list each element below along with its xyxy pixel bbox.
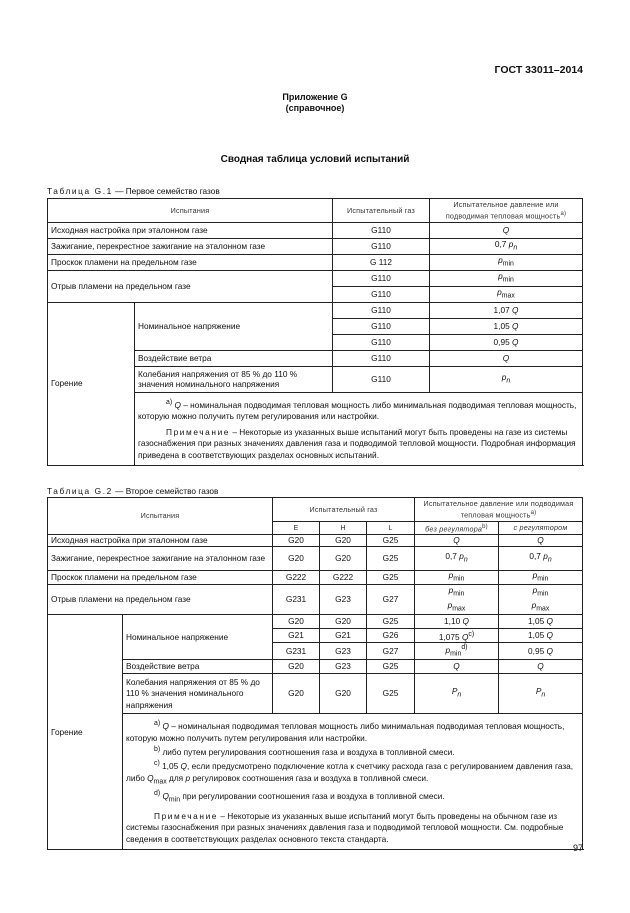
value-sub: max — [536, 605, 550, 613]
footnote-ref-a: а) — [530, 509, 537, 516]
table-row — [48, 585, 583, 615]
value-sub: min — [502, 276, 514, 284]
value-coef: 1,10 — [444, 616, 463, 627]
footnote-ref-b: b) — [482, 523, 488, 530]
value-coef: 0,7 — [445, 550, 460, 561]
value-cell — [430, 351, 583, 367]
value-var: Q — [462, 616, 469, 627]
value-var: p — [532, 570, 538, 580]
value-cell — [415, 535, 499, 547]
table-row — [48, 223, 583, 239]
gas-l-cell: G26 — [367, 629, 415, 643]
value-var: p — [447, 599, 453, 610]
gas-e-cell: G20 — [273, 547, 320, 571]
value-cell — [415, 660, 499, 674]
table2-header-gas-l: L — [367, 522, 415, 535]
gas-l-cell: G25 — [367, 571, 415, 585]
value-cell — [499, 615, 583, 629]
value-cell — [499, 643, 583, 660]
value-sub: n — [506, 377, 511, 385]
value-var: p — [448, 570, 454, 580]
value-coef: 0,7 — [494, 238, 509, 249]
footnote-text: для — [166, 772, 186, 783]
value-cell — [415, 643, 499, 660]
value-sub: n — [457, 691, 462, 699]
value-var: P — [535, 686, 542, 697]
table2-header-row — [48, 498, 583, 522]
value-cell — [415, 585, 499, 615]
footnote-text: при регулировании соотношения газа и воздуха в топливной смеси. — [180, 790, 445, 801]
table-row — [48, 547, 583, 571]
value-var: Q — [502, 352, 510, 363]
value-var: Q — [512, 304, 519, 315]
gas-l-cell: G25 — [367, 547, 415, 571]
table-row — [48, 255, 583, 271]
row-label: Исходная настройка при эталонном газе — [48, 223, 333, 239]
value-var: p — [543, 550, 548, 561]
value-sub: n — [541, 691, 546, 699]
table2 — [47, 497, 583, 850]
gas-cell: G110 — [333, 367, 430, 393]
note-text: – Некоторые из указанных выше испытаний могут быть проведены на обычном газе из системы газоснабжения при разных значениях давления газа и подводимой тепловой мощности. См. подробные сведения в соответствующих разделах основного текста стандарта. — [126, 810, 564, 844]
footnote-marker: а) — [154, 720, 161, 728]
row-label: Зажигание, перекрестное зажигание на эталонном газе — [48, 547, 273, 571]
footnote-c — [126, 758, 579, 787]
value-var: p — [508, 238, 514, 249]
gas-cell: G 112 — [333, 255, 430, 271]
table1 — [47, 198, 583, 466]
gas-h-cell: G20 — [320, 547, 367, 571]
value-coef: 1,05 — [528, 616, 547, 627]
note-label: Примечание — [154, 810, 219, 821]
footnote-var: Q — [160, 790, 169, 801]
value-cell — [415, 674, 499, 714]
sub-label: Номинальное напряжение — [123, 615, 273, 660]
table-row — [48, 674, 583, 714]
gas-e-cell: G21 — [273, 629, 320, 643]
footnote-text: , если предусмотрено подключение котла к счетчику расхода газа с регулированием давления газа, либо — [126, 761, 574, 783]
gas-cell: G110 — [333, 303, 430, 319]
value-var: Q — [546, 630, 553, 641]
gas-h-cell: G23 — [320, 585, 367, 615]
table1-notes — [135, 393, 583, 466]
annex-subtitle: (справочное) — [285, 103, 345, 113]
value-cell — [499, 674, 583, 714]
table1-caption-text: — Первое семейство газов — [112, 186, 220, 196]
table2-header-tests: Испытания — [48, 498, 273, 535]
table2-caption — [47, 486, 218, 496]
value-coef: 1,07 — [493, 304, 513, 315]
value-var: Q — [546, 645, 553, 656]
gas-e-cell: G231 — [273, 643, 320, 660]
value-cell — [415, 629, 499, 643]
value-sub: min — [453, 590, 465, 598]
gas-h-cell: G20 — [320, 535, 367, 547]
row-label: Исходная настройка при эталонном газе — [48, 535, 273, 547]
gas-cell: G110 — [333, 223, 430, 239]
gas-cell: G110 — [333, 351, 430, 367]
footnote-text: 1,05 — [159, 761, 181, 772]
footnote-a — [126, 718, 579, 744]
page-number: 97 — [572, 843, 583, 853]
footnote-text: – номинальная подводимая тепловая мощность либо минимальная подводимая тепловая мощность, которую можно получить путем регулирования или настройки. — [138, 399, 577, 422]
table-row — [48, 535, 583, 547]
table1-header-gas: Испытательный газ — [333, 199, 430, 223]
value-cell — [499, 660, 583, 674]
value-var: Q — [461, 631, 469, 642]
value-coef: 0,95 — [493, 336, 513, 347]
table-row — [48, 239, 583, 255]
value-var: Q — [502, 224, 510, 235]
table2-header-pressure — [415, 498, 583, 522]
gas-cell: G110 — [333, 335, 430, 351]
value-cell — [499, 585, 583, 615]
table1-note — [138, 427, 579, 462]
footnote-a — [138, 397, 579, 423]
gas-l-cell: G27 — [367, 585, 415, 615]
gas-l-cell: G25 — [367, 535, 415, 547]
note-label: Примечание — [166, 426, 231, 437]
footnote-marker: c) — [154, 760, 160, 768]
gas-l-cell: G27 — [367, 643, 415, 660]
annex-title: Приложение G — [282, 92, 348, 102]
value-var: p — [531, 599, 537, 610]
footnote-ref-c: c) — [468, 630, 475, 638]
table1-header-tests: Испытания — [48, 199, 333, 223]
gas-cell: G110 — [333, 271, 430, 287]
footnote-text: либо путем регулирования соотношения газа и воздуха в топливной смеси. — [160, 746, 455, 757]
value-cell — [415, 615, 499, 629]
standard-number: ГОСТ 33011–2014 — [494, 64, 583, 76]
value-var: p — [532, 585, 538, 596]
sub-label: Колебания напряжения от 85 % до 110 % значения номинального напряжения — [135, 367, 333, 393]
table1-header-row — [48, 199, 583, 223]
value-var: Q — [453, 534, 460, 545]
table2-header-with-regulator — [499, 522, 583, 535]
value-sub: n — [513, 244, 518, 252]
row-label: Проскок пламени на предельном газе — [48, 255, 333, 271]
row-label: Зажигание, перекрестное зажигание на эталонном газе — [48, 239, 333, 255]
value-sub: min — [453, 575, 465, 583]
value-cell — [415, 571, 499, 585]
value-var: p — [448, 585, 454, 596]
value-cell — [499, 547, 583, 571]
value-coef: 1,05 — [493, 320, 513, 331]
gas-cell: G110 — [333, 239, 430, 255]
footnote-text: регулировок соотношения газа и воздуха в топливной смеси. — [190, 772, 429, 783]
value-sub: min — [502, 260, 514, 268]
value-var: Q — [453, 661, 460, 672]
value-var: Q — [537, 661, 544, 672]
document-title: Сводная таблица условий испытаний — [220, 154, 410, 165]
value-cell — [430, 335, 583, 351]
footnote-d — [126, 788, 579, 806]
footnote-ref-d: d) — [461, 644, 468, 652]
gas-h-cell: G20 — [320, 615, 367, 629]
row-label: Отрыв пламени на предельном газе — [48, 271, 333, 303]
value-cell — [430, 255, 583, 271]
value-var: p — [498, 270, 503, 281]
table2-caption-prefix: Таблица G.2 — [47, 486, 113, 496]
value-sub: min — [537, 575, 549, 583]
value-cell — [430, 367, 583, 393]
gas-cell: G110 — [333, 319, 430, 335]
value-cell — [430, 319, 583, 335]
value-sub: max — [501, 292, 515, 300]
gas-e-cell: G20 — [273, 674, 320, 714]
value-var: Q — [537, 534, 544, 545]
value-sub: min — [450, 650, 462, 658]
value-coef: 1,075 — [438, 631, 462, 642]
footnote-text: – номинальная подводимая тепловая мощность либо минимальная подводимая тепловая мощность, которую можно получить путем регулирования или настройки. — [126, 721, 565, 743]
value-var: p — [497, 286, 502, 297]
sub-label: Воздействие ветра — [123, 660, 273, 674]
table2-header-pressure-text: Испытательное давление или подводимая тепловая мощность — [423, 499, 574, 520]
gas-l-cell: G25 — [367, 660, 415, 674]
value-cell — [499, 571, 583, 585]
gas-h-cell: G20 — [320, 674, 367, 714]
table-row — [48, 615, 583, 629]
value-sub: n — [463, 556, 468, 564]
footnote-sub: max — [153, 778, 167, 786]
table2-header-gas-h: H — [320, 522, 367, 535]
value-var: p — [459, 550, 464, 561]
value-sub: min — [537, 590, 549, 598]
table2-header-no-regulator — [415, 522, 499, 535]
table2-note — [126, 811, 579, 846]
value-var: p — [445, 645, 451, 656]
value-coef: 1,05 — [528, 630, 547, 641]
footnote-var: Q — [172, 399, 181, 410]
gas-l-cell: G25 — [367, 615, 415, 629]
value-cell — [499, 535, 583, 547]
table-row — [48, 571, 583, 585]
row-label: Проскок пламени на предельном газе — [48, 571, 273, 585]
table2-notes-row — [48, 714, 583, 850]
table-row — [48, 660, 583, 674]
footnote-var: Q — [180, 761, 187, 772]
footnote-var: Q — [160, 721, 169, 732]
with-regulator-label: с регулятором — [513, 523, 568, 533]
value-var: p — [498, 254, 503, 265]
table2-header-gas-e: E — [273, 522, 320, 535]
sub-label: Воздействие ветра — [135, 351, 333, 367]
value-cell — [415, 547, 499, 571]
footnote-sub: min — [168, 796, 181, 804]
gas-l-cell: G25 — [367, 674, 415, 714]
value-var: Q — [512, 320, 519, 331]
gas-cell: G110 — [333, 287, 430, 303]
gas-h-cell: G222 — [320, 571, 367, 585]
value-cell — [430, 271, 583, 287]
gas-h-cell: G23 — [320, 643, 367, 660]
row-label: Отрыв пламени на предельном газе — [48, 585, 273, 615]
sub-label: Номинальное напряжение — [135, 303, 333, 351]
footnote-var: Q — [147, 772, 154, 783]
gas-e-cell: G20 — [273, 615, 320, 629]
table2-header-gas: Испытательный газ — [273, 498, 415, 522]
value-var: Q — [546, 616, 553, 627]
footnote-marker: b) — [154, 746, 161, 754]
table1-caption — [47, 186, 220, 196]
group-label: Горение — [48, 615, 123, 850]
gas-h-cell: G23 — [320, 660, 367, 674]
table2-caption-text: — Второе семейство газов — [112, 486, 219, 496]
gas-e-cell: G20 — [273, 660, 320, 674]
note-text: – Некоторые из указанных выше испытаний могут быть проведены на газе из системы газоснабжения при разных значениях давления газа и подводимой тепловой мощности. Подробная информация приведена в соответствующих разделах основных испытаний. — [138, 426, 576, 460]
value-coef: 0,7 — [529, 550, 544, 561]
gas-e-cell: G222 — [273, 571, 320, 585]
table1-caption-prefix: Таблица G.1 — [47, 186, 113, 196]
value-var: p — [501, 371, 507, 382]
footnote-marker: а) — [166, 399, 173, 406]
value-cell — [430, 223, 583, 239]
value-var: P — [451, 686, 458, 697]
footnote-b — [126, 744, 579, 758]
value-sub: n — [547, 556, 552, 564]
table-row — [48, 303, 583, 319]
value-var: Q — [512, 336, 519, 347]
value-cell — [430, 303, 583, 319]
gas-h-cell: G21 — [320, 629, 367, 643]
group-label: Горение — [48, 303, 135, 466]
gas-e-cell: G20 — [273, 535, 320, 547]
footnote-marker: d) — [154, 789, 161, 797]
value-cell — [430, 287, 583, 303]
gas-e-cell: G231 — [273, 585, 320, 615]
value-coef: 0,95 — [528, 645, 547, 656]
value-cell — [430, 239, 583, 255]
footnote-var: p — [185, 772, 191, 783]
value-sub: max — [452, 605, 466, 613]
value-cell — [499, 629, 583, 643]
footnote-ref-a: а) — [560, 210, 567, 217]
sub-label: Колебания напряжения от 85 % до 110 % значения номинального напряжения — [123, 674, 273, 714]
table1-header-pressure — [430, 199, 583, 223]
no-regulator-label: без регулятора — [425, 523, 483, 533]
table-row — [48, 271, 583, 287]
table1-header-pressure-text: Испытательное давление или подводимая тепловая мощность — [445, 200, 561, 221]
table2-notes — [123, 714, 583, 850]
